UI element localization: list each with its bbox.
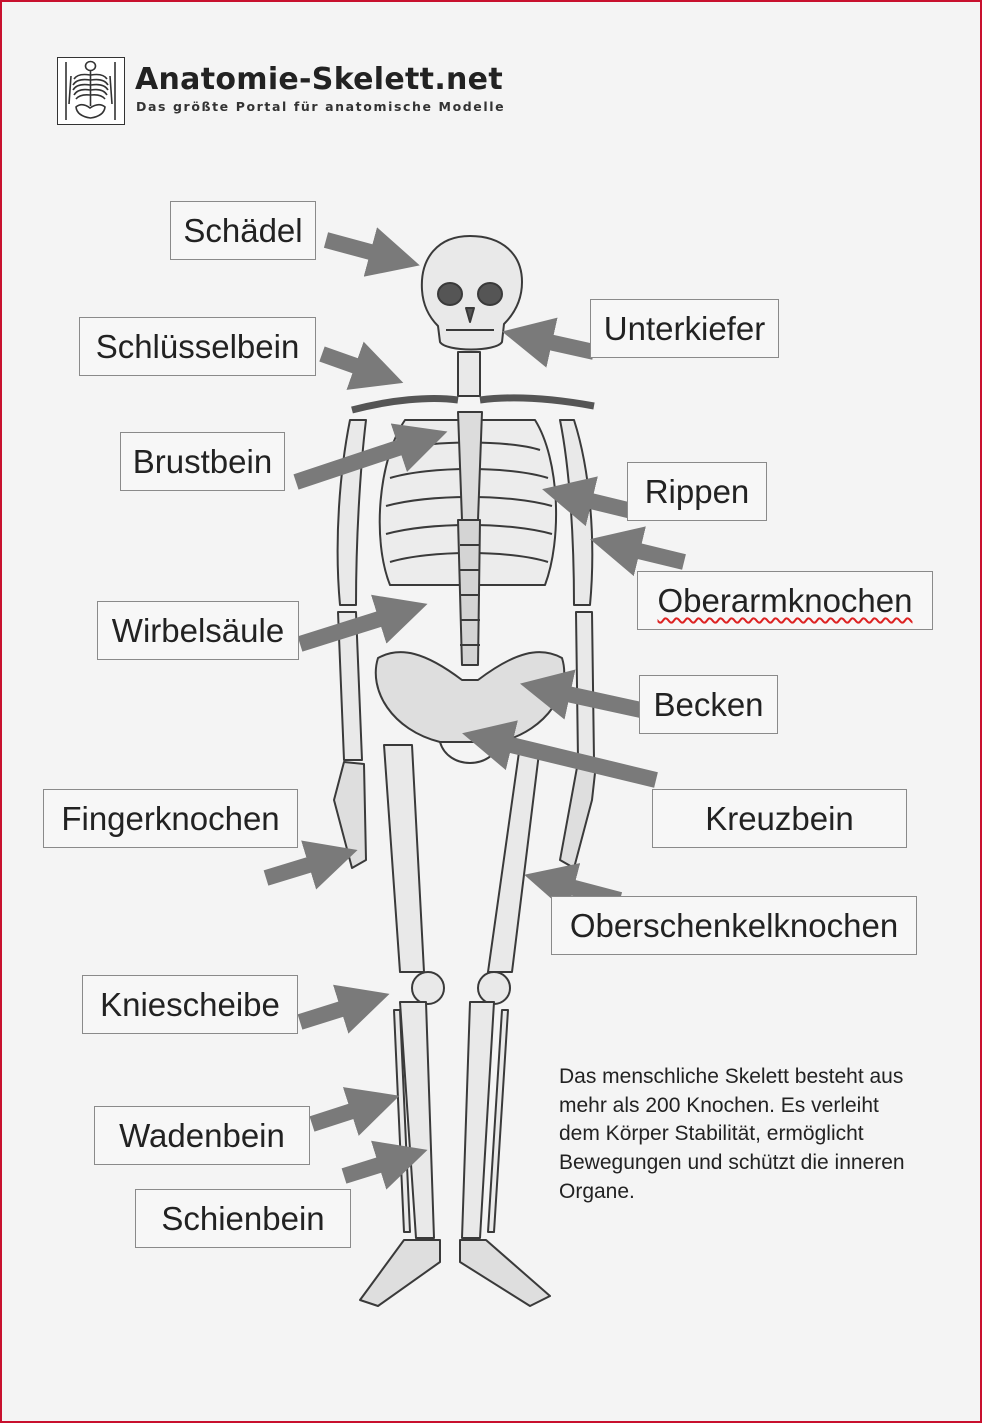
- site-tagline: Das größte Portal für anatomische Modelle: [136, 99, 506, 114]
- hand-right: [560, 762, 596, 868]
- sternum: [458, 412, 482, 520]
- label-fingerknochen: Fingerknochen: [43, 789, 298, 848]
- label-wadenbein: Wadenbein: [94, 1106, 310, 1165]
- patella-right: [478, 972, 510, 1004]
- arrow-schluesselbein: [322, 354, 384, 376]
- patella-left: [412, 972, 444, 1004]
- arrow-wadenbein: [312, 1102, 380, 1124]
- foot-left: [360, 1240, 440, 1306]
- humerus-right: [560, 420, 592, 605]
- label-schienbein: Schienbein: [135, 1189, 351, 1248]
- label-oberarmknochen: [637, 571, 933, 630]
- spine: [458, 520, 480, 665]
- label-kniescheibe: Kniescheibe: [82, 975, 298, 1034]
- label-oberarmknochen-text: Oberarmknochen: [657, 582, 913, 619]
- hand-left: [334, 762, 366, 868]
- femur-left: [384, 745, 424, 972]
- label-schluesselbein: Schlüsselbein: [79, 317, 316, 376]
- clavicle-right: [480, 398, 594, 406]
- arrow-fingerknochen: [266, 856, 338, 878]
- arrow-schaedel: [326, 240, 400, 260]
- femur-right: [488, 745, 540, 972]
- arrow-kniescheibe: [300, 1000, 370, 1022]
- label-schaedel: Schädel: [170, 201, 316, 260]
- label-wirbelsaeule: Wirbelsäule: [97, 601, 299, 660]
- foot-right: [460, 1240, 550, 1306]
- label-rippen: Rippen: [627, 462, 767, 521]
- clavicle-left: [352, 398, 458, 410]
- description-text: Das menschliche Skelett besteht aus mehr als 200 Knochen. Es verleiht dem Körper Stabilität, ermöglicht Bewegungen und schützt die inneren Organe.: [559, 1065, 905, 1203]
- arrow-unterkiefer: [522, 336, 594, 352]
- label-becken: Becken: [639, 675, 778, 734]
- arrow-kreuzbein: [482, 738, 656, 780]
- arrow-oberarmknochen: [610, 544, 684, 562]
- skull: [422, 236, 522, 350]
- humerus-left: [338, 420, 366, 605]
- label-brustbein: Brustbein: [120, 432, 285, 491]
- label-oberschenkelknochen: Oberschenkelknochen: [551, 896, 917, 955]
- site-name: Anatomie-Skelett.net: [135, 62, 503, 97]
- arrow-schienbein: [344, 1156, 408, 1176]
- label-unterkiefer: Unterkiefer: [590, 299, 779, 358]
- label-kreuzbein: Kreuzbein: [652, 789, 907, 848]
